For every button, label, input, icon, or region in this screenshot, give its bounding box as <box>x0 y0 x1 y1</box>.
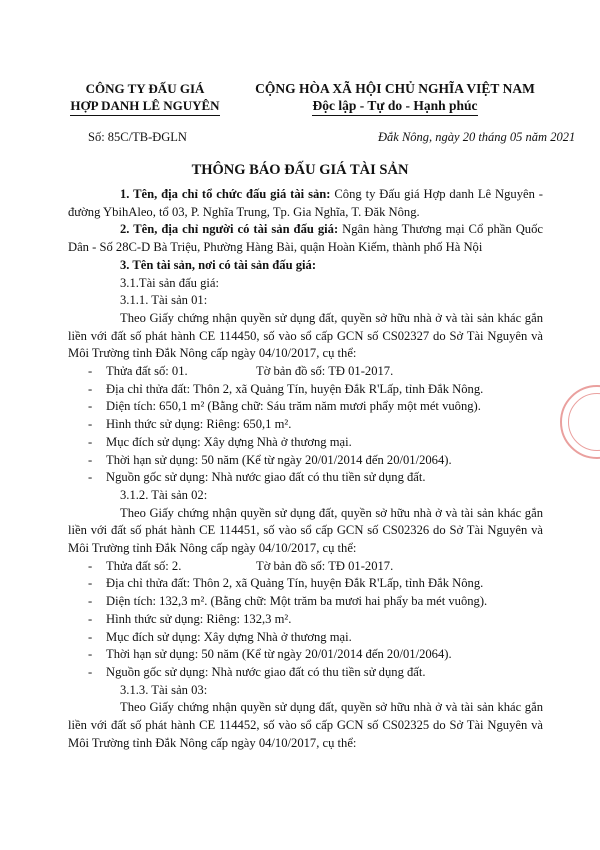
asset-3-intro: Theo Giấy chứng nhận quyền sử dụng đất, quyền sở hữu nhà ở và tài sản khác gắn liền với đất số phát hành CE 114452, số vào sổ cấp GCN số CS02325 do Sở Tài Nguyên và Môi Trường tỉnh Đắk Nông cấp ngày 04/10/2017, cụ thể: <box>68 700 543 750</box>
asset-1-parcel <box>68 363 543 381</box>
org-name-line1: CÔNG TY ĐẤU GIÁ <box>85 81 205 96</box>
asset-2-purpose: - Mục đích sử dụng: Xây dựng Nhà ở thương mại. <box>68 629 543 647</box>
asset-1-map-sheet: Tờ bản đồ số: TĐ 01-2017. <box>256 364 394 379</box>
asset-1-origin: - Nguồn gốc sử dụng: Nhà nước giao đất có thu tiền sử dụng đất. <box>68 469 543 487</box>
org-name-line2: HỢP DANH LÊ NGUYÊN <box>70 97 219 116</box>
document-number: Số: 85C/TB-ĐGLN <box>88 130 187 144</box>
section-2-label: 2. Tên, địa chỉ người có tài sản đấu giá: <box>120 222 339 237</box>
section-1-label: 1. Tên, địa chỉ tổ chức đấu giá tài sản: <box>120 187 331 201</box>
section-3-label: 3. Tên tài sản, nơi có tài sản đấu giá: <box>120 257 317 272</box>
red-seal-stamp <box>560 385 600 459</box>
section-3-1-3: 3.1.3. Tài sản 03: <box>120 682 208 697</box>
asset-2-map-sheet: Tờ bản đồ số: TĐ 01-2017. <box>256 558 394 573</box>
asset-2-area: - Diện tích: 132,3 m². (Bằng chữ: Một trăm ba mươi hai phẩy ba mét vuông). <box>68 593 543 611</box>
section-1-text: Công ty Đấu giá Hợp danh Lê Nguyên - đường YbihAleo, tổ 03, P. Nghĩa Trung, Tp. Gia Nghĩa, T. Đăk Nông. <box>68 187 543 219</box>
asset-1-address: - Địa chỉ thửa đất: Thôn 2, xã Quảng Tín, huyện Đắk R'Lấp, tỉnh Đắk Nông. <box>68 381 543 399</box>
nation-name: CỘNG HÒA XÃ HỘI CHỦ NGHĨA VIỆT NAM <box>255 81 535 96</box>
section-2-text: Ngân hàng Thương mại Cổ phần Quốc Dân - Số 28C-D Bà Triệu, Phường Hàng Bài, quận Hoàn Kiếm, thành phố Hà Nội <box>68 222 543 255</box>
asset-2-usage-form: - Hình thức sử dụng: Riêng: 132,3 m². <box>68 611 543 629</box>
section-3-1-2: 3.1.2. Tài sản 02: <box>120 487 208 502</box>
section-2 <box>68 221 543 256</box>
asset-2-address: - Địa chỉ thửa đất: Thôn 2, xã Quảng Tín, huyện Đắk R'Lấp, tỉnh Đắk Nông. <box>68 575 543 593</box>
section-1 <box>68 186 543 221</box>
asset-1-usage-form: - Hình thức sử dụng: Riêng: 650,1 m². <box>68 416 543 434</box>
asset-1-intro: Theo Giấy chứng nhận quyền sử dụng đất, quyền sở hữu nhà ở và tài sản khác gắn liền với đất số phát hành CE 114450, số vào sổ cấp GCN số CS02327 do Sở Tài Nguyên và Môi Trường tỉnh Đắk Nông cấp ngày 04/10/2017, cụ thể: <box>68 310 543 361</box>
document-date: Đắk Nông, ngày 20 tháng 05 năm 2021 <box>378 130 576 144</box>
asset-2-term: - Thời hạn sử dụng: 50 năm (Kể từ ngày 20/01/2014 đến 20/01/2064). <box>68 646 543 664</box>
asset-2-parcel <box>68 558 543 576</box>
national-motto-header <box>230 80 560 116</box>
motto: Độc lập - Tự do - Hạnh phúc <box>312 97 477 116</box>
asset-1-term: - Thời hạn sử dụng: 50 năm (Kể từ ngày 20/01/2014 đến 20/01/2064). <box>68 452 543 470</box>
asset-2-parcel-number: Thửa đất số: 2. <box>106 558 182 573</box>
document-title: THÔNG BÁO ĐẤU GIÁ TÀI SẢN <box>191 162 409 178</box>
document-body <box>68 186 543 753</box>
section-3-1: 3.1.Tài sản đấu giá: <box>120 275 219 290</box>
asset-1-purpose: - Mục đích sử dụng: Xây dựng Nhà ở thương mại. <box>68 434 543 452</box>
section-3-1-1: 3.1.1. Tài sản 01: <box>120 293 208 308</box>
asset-2-intro: Theo Giấy chứng nhận quyền sử dụng đất, quyền sở hữu nhà ở và tài sản khác gắn liền với đất số phát hành CE 114451, số vào sổ cấp GCN số CS02326 do Sở Tài Nguyên và Môi Trường tỉnh Đắk Nông cấp ngày 04/10/2017, cụ thể: <box>68 505 543 556</box>
asset-2-origin: - Nguồn gốc sử dụng: Nhà nước giao đất có thu tiền sử dụng đất. <box>68 664 543 682</box>
organization-header <box>70 80 220 116</box>
asset-1-area: - Diện tích: 650,1 m² (Bằng chữ: Sáu trăm năm mươi phẩy một mét vuông). <box>68 398 543 416</box>
asset-1-parcel-number: Thửa đất số: 01. <box>106 364 188 379</box>
